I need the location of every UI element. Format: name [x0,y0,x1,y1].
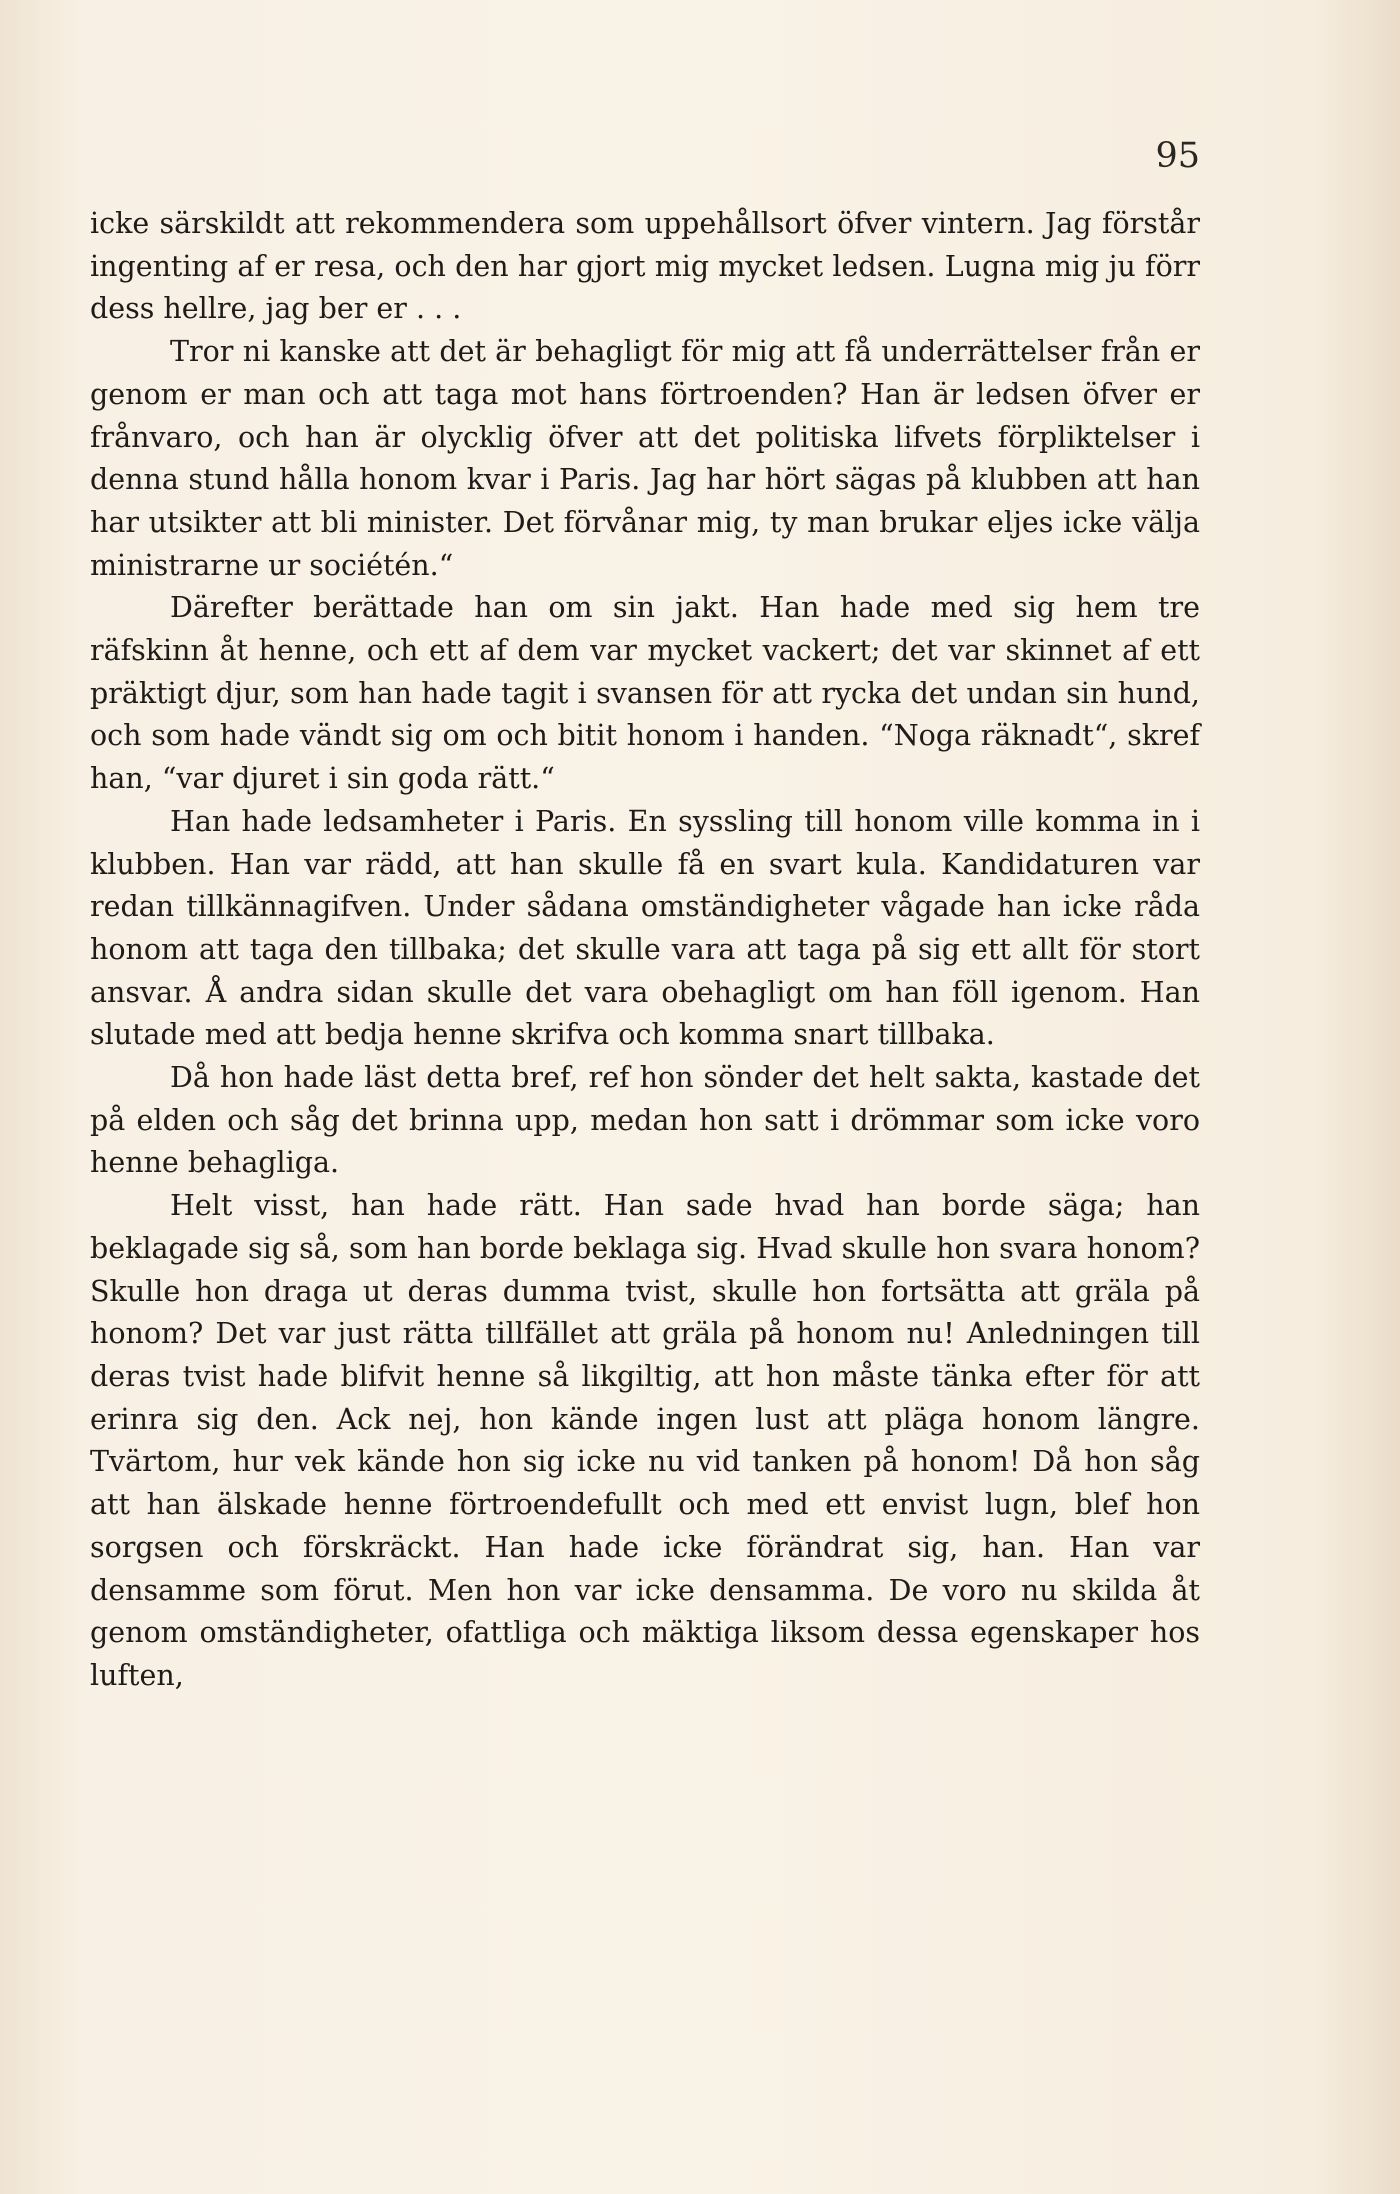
paragraph: Därefter berättade han om sin jakt. Han hade med sig hem tre räfskinn åt henne, och ett af dem var mycket vackert; det var skinnet af ett präktigt djur, som han hade tagit i svansen för att rycka det undan sin hund, och som hade vändt sig om och bitit honom i handen. “Noga räknadt“, skref han, “var djuret i sin goda rätt.“ [90,591,1200,796]
paragraph: Då hon hade läst detta bref, ref hon sönder det helt sakta, kastade det på elden och såg det brinna upp, medan hon satt i drömmar som icke voro henne behagliga. [90,1061,1200,1180]
paragraph: icke särskildt att rekommendera som uppehållsort öfver vintern. Jag förstår ingenting af er resa, och den har gjort mig mycket ledsen. Lugna mig ju förr dess hellre, jag ber er . . . [90,207,1200,326]
body-text [90,203,1200,1698]
paragraph: Han hade ledsamheter i Paris. En syssling till honom ville komma in i klubben. Han var rädd, att han skulle få en svart kula. Kandidaturen var redan tillkännagifven. Under sådana omständigheter vågade han icke råda honom att taga den tillbaka; det skulle vara att taga på sig ett allt för stort ansvar. Å andra sidan skulle det vara obehagligt om han föll igenom. Han slutade med att bedja henne skrifva och komma snart tillbaka. [90,804,1200,1052]
paragraph: Tror ni kanske att det är behagligt för mig att få underrättelser från er genom er man och att taga mot hans förtroenden? Han är ledsen öfver er frånvaro, och han är olycklig öfver att det politiska lifvets förpliktelser i denna stund hålla honom kvar i Paris. Jag har hört sägas på klubben att han har utsikter att bli minister. Det förvånar mig, ty man brukar eljes icke välja ministrarne ur sociétén.“ [90,335,1200,582]
page-number: 95 [1155,136,1200,176]
paragraph: Helt visst, han hade rätt. Han sade hvad han borde säga; han beklagade sig så, som han borde beklaga sig. Hvad skulle hon svara honom? Skulle hon draga ut deras dumma tvist, skulle hon fortsätta att gräla på honom? Det var just rätta tillfället att gräla på honom nu! Anledningen till deras tvist hade blifvit henne så likgiltig, att hon måste tänka efter för att erinra sig den. Ack nej, hon kände ingen lust att pläga honom längre. Tvärtom, hur vek kände hon sig icke nu vid tanken på honom! Då hon såg att han älskade henne förtroendefullt och med ett envist lugn, blef hon sorgsen och förskräckt. Han hade icke förändrat sig, han. Han var densamme som förut. Men hon var icke densamma. De voro nu skilda åt genom omständigheter, ofattliga och mäktiga liksom dessa egenskaper hos luften, [90,1189,1200,1692]
